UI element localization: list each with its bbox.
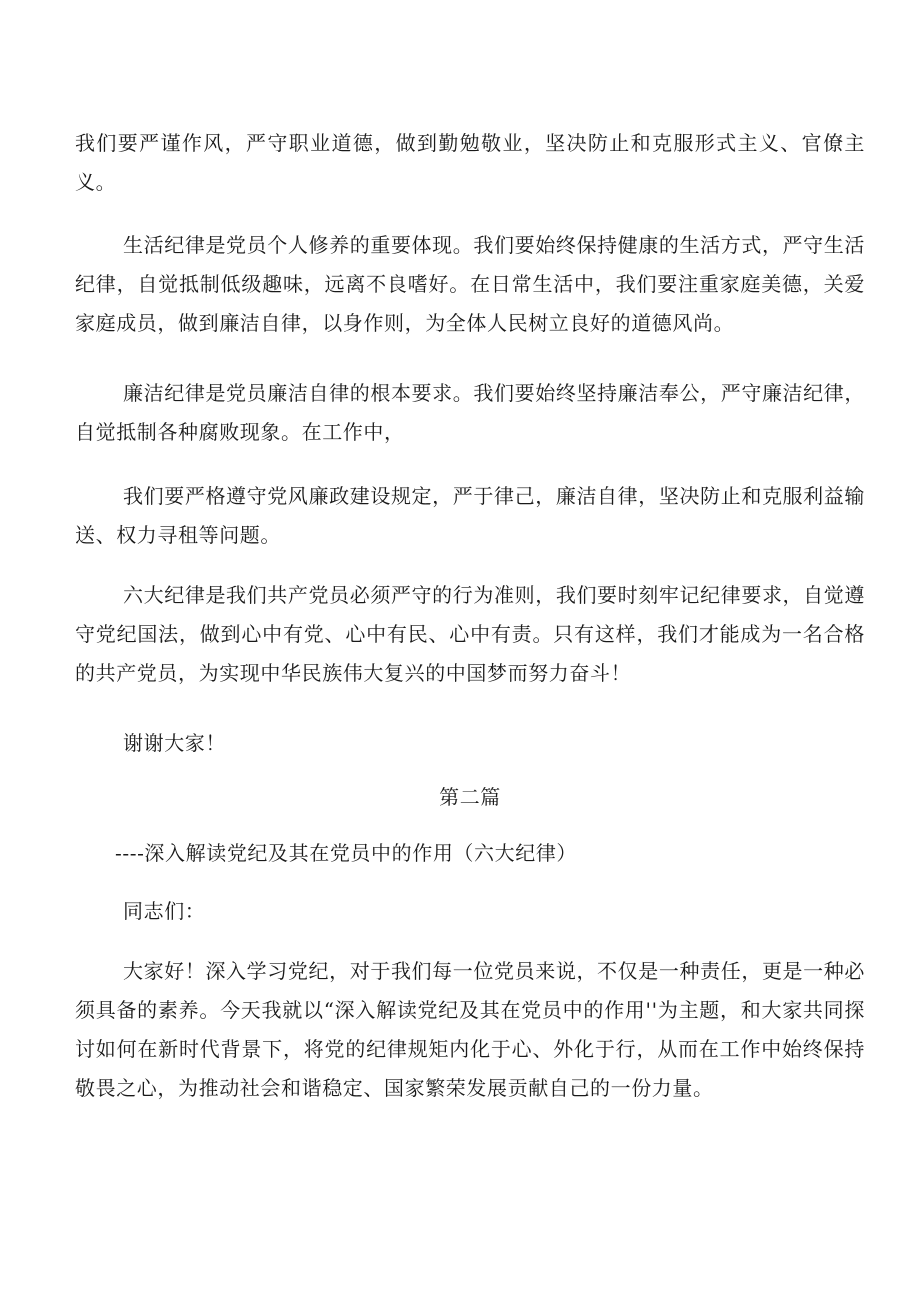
section-subtitle: ----深入解读党纪及其在党员中的作用（六大纪律） — [115, 841, 578, 865]
paragraph-six-disciplines: 六大纪律是我们共产党员必须严守的行为准则，我们要时刻牢记纪律要求，自觉遵守党纪国法，做到心中有党、心中有民、心中有责。只有这样，我们才能成为一名合格的共产党员，为实现中华民族伟大复兴的中国梦而努力奋斗！ — [75, 583, 865, 685]
section-title: 第二篇 — [439, 785, 501, 809]
paragraph-life-discipline: 生活纪律是党员个人修养的重要体现。我们要始终保持健康的生活方式，严守生活纪律，自觉抵制低级趣味，远离不良嗜好。在日常生活中，我们要注重家庭美德，关爱家庭成员，做到廉洁自律，以身作则，为全体人民树立良好的道德风尚。 — [75, 233, 865, 335]
paragraph-opening: 大家好！深入学习党纪，对于我们每一位党员来说，不仅是一种责任，更是一种必须具备的素养。今天我就以“深入解读党纪及其在党员中的作用''为主题，和大家共同探讨如何在新时代背景下，将党的纪律规矩内化于心、外化于行，从而在工作中始终保持敬畏之心，为推动社会和谐稳定、国家繁荣发展贡献自己的一份力量。 — [75, 959, 865, 1100]
paragraph-thanks: 谢谢大家！ — [123, 731, 226, 755]
salutation: 同志们： — [123, 899, 206, 923]
paragraph-integrity-discipline: 廉洁纪律是党员廉洁自律的根本要求。我们要始终坚持廉洁奉公，严守廉洁纪律，自觉抵制各种腐败现象。在工作中， — [75, 381, 865, 444]
paragraph-work-style: 我们要严谨作风，严守职业道德，做到勤勉敬业，坚决防止和克服形式主义、官僚主义。 — [75, 131, 865, 194]
paragraph-integrity-rules: 我们要严格遵守党风廉政建设规定，严于律己，廉洁自律，坚决防止和克服利益输送、权力寻租等问题。 — [75, 484, 865, 547]
